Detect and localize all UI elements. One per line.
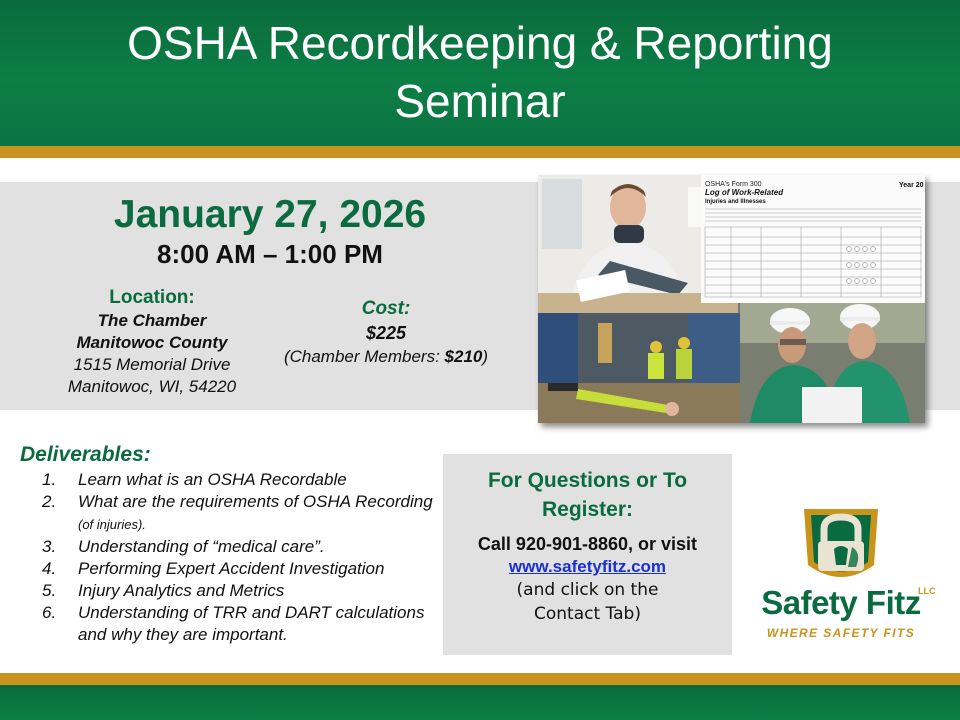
list-item bbox=[42, 536, 442, 558]
list-item bbox=[42, 469, 442, 491]
register-heading: For Questions or To Register: bbox=[487, 469, 688, 521]
list-item bbox=[42, 602, 442, 646]
event-date: January 27, 2026 bbox=[113, 193, 427, 236]
register-panel bbox=[443, 454, 732, 655]
form-subtitle-line1: Log of Work-Related bbox=[705, 188, 784, 197]
osha-300-form-image bbox=[701, 175, 925, 303]
member-price: $210 bbox=[444, 347, 483, 366]
item-number: 6. bbox=[42, 603, 57, 622]
logo-name: Safety Fitz bbox=[761, 584, 921, 621]
event-time: 8:00 AM – 1:00 PM bbox=[157, 239, 383, 269]
item-number: 5. bbox=[42, 581, 57, 600]
venue-address: 1515 Memorial Drive Manitowoc, WI, 54220 bbox=[67, 355, 237, 396]
item-text bbox=[78, 491, 442, 536]
register-instructions: (and click on the Contact Tab) bbox=[516, 580, 659, 624]
item-main-text: What are the requirements of OSHA Recording bbox=[78, 492, 433, 511]
item-number: 1. bbox=[42, 470, 57, 489]
item-text: Understanding of “medical care”. bbox=[78, 537, 325, 556]
warehouse-accident-photo bbox=[538, 313, 744, 423]
location-block bbox=[36, 286, 268, 398]
deliverables-heading: Deliverables: bbox=[20, 443, 151, 466]
location-label: Location: bbox=[109, 287, 195, 308]
photo-collage bbox=[538, 175, 925, 423]
website-link[interactable]: www.safetyfitz.com bbox=[508, 557, 667, 576]
item-text: Learn what is an OSHA Recordable bbox=[78, 470, 347, 489]
item-number: 4. bbox=[42, 559, 57, 578]
member-suffix: ) bbox=[482, 347, 489, 366]
footer-band bbox=[0, 685, 960, 720]
member-prefix: (Chamber Members: bbox=[283, 347, 445, 366]
list-item bbox=[42, 558, 442, 580]
cost-price: $225 bbox=[365, 323, 407, 343]
logo-tagline: WHERE SAFETY FITS bbox=[766, 626, 916, 640]
page-title: OSHA Recordkeeping & Reporting Seminar bbox=[127, 17, 833, 127]
gold-divider-top bbox=[0, 146, 960, 158]
header-banner bbox=[0, 0, 960, 146]
safety-workers-photo bbox=[740, 303, 925, 423]
item-number: 2. bbox=[42, 492, 57, 511]
item-text: Injury Analytics and Metrics bbox=[78, 581, 285, 600]
register-phone-line: Call 920-901-8860, or visit bbox=[477, 534, 698, 554]
form-year: Year 20 bbox=[899, 182, 924, 189]
padlock-shield-icon bbox=[748, 505, 934, 591]
logo-llc: LLC bbox=[918, 586, 936, 596]
form-title: OSHA's Form 300 bbox=[705, 181, 762, 188]
list-item bbox=[42, 580, 442, 602]
list-item bbox=[42, 491, 442, 536]
item-text: Understanding of TRR and DART calculations and why they are important. bbox=[78, 603, 425, 644]
gold-divider-bottom bbox=[0, 673, 960, 685]
member-price-line bbox=[262, 345, 510, 369]
form-subtitle-line2: Injuries and Illnesses bbox=[705, 199, 766, 205]
item-note: (of injuries). bbox=[78, 517, 146, 532]
cost-block bbox=[262, 297, 510, 369]
safety-fitz-logo bbox=[748, 505, 934, 645]
cost-label: Cost: bbox=[361, 298, 411, 319]
item-number: 3. bbox=[42, 537, 57, 556]
item-text: Performing Expert Accident Investigation bbox=[78, 559, 385, 578]
deliverables-list bbox=[42, 469, 442, 646]
venue-name: The Chamber Manitowoc County bbox=[76, 311, 228, 352]
